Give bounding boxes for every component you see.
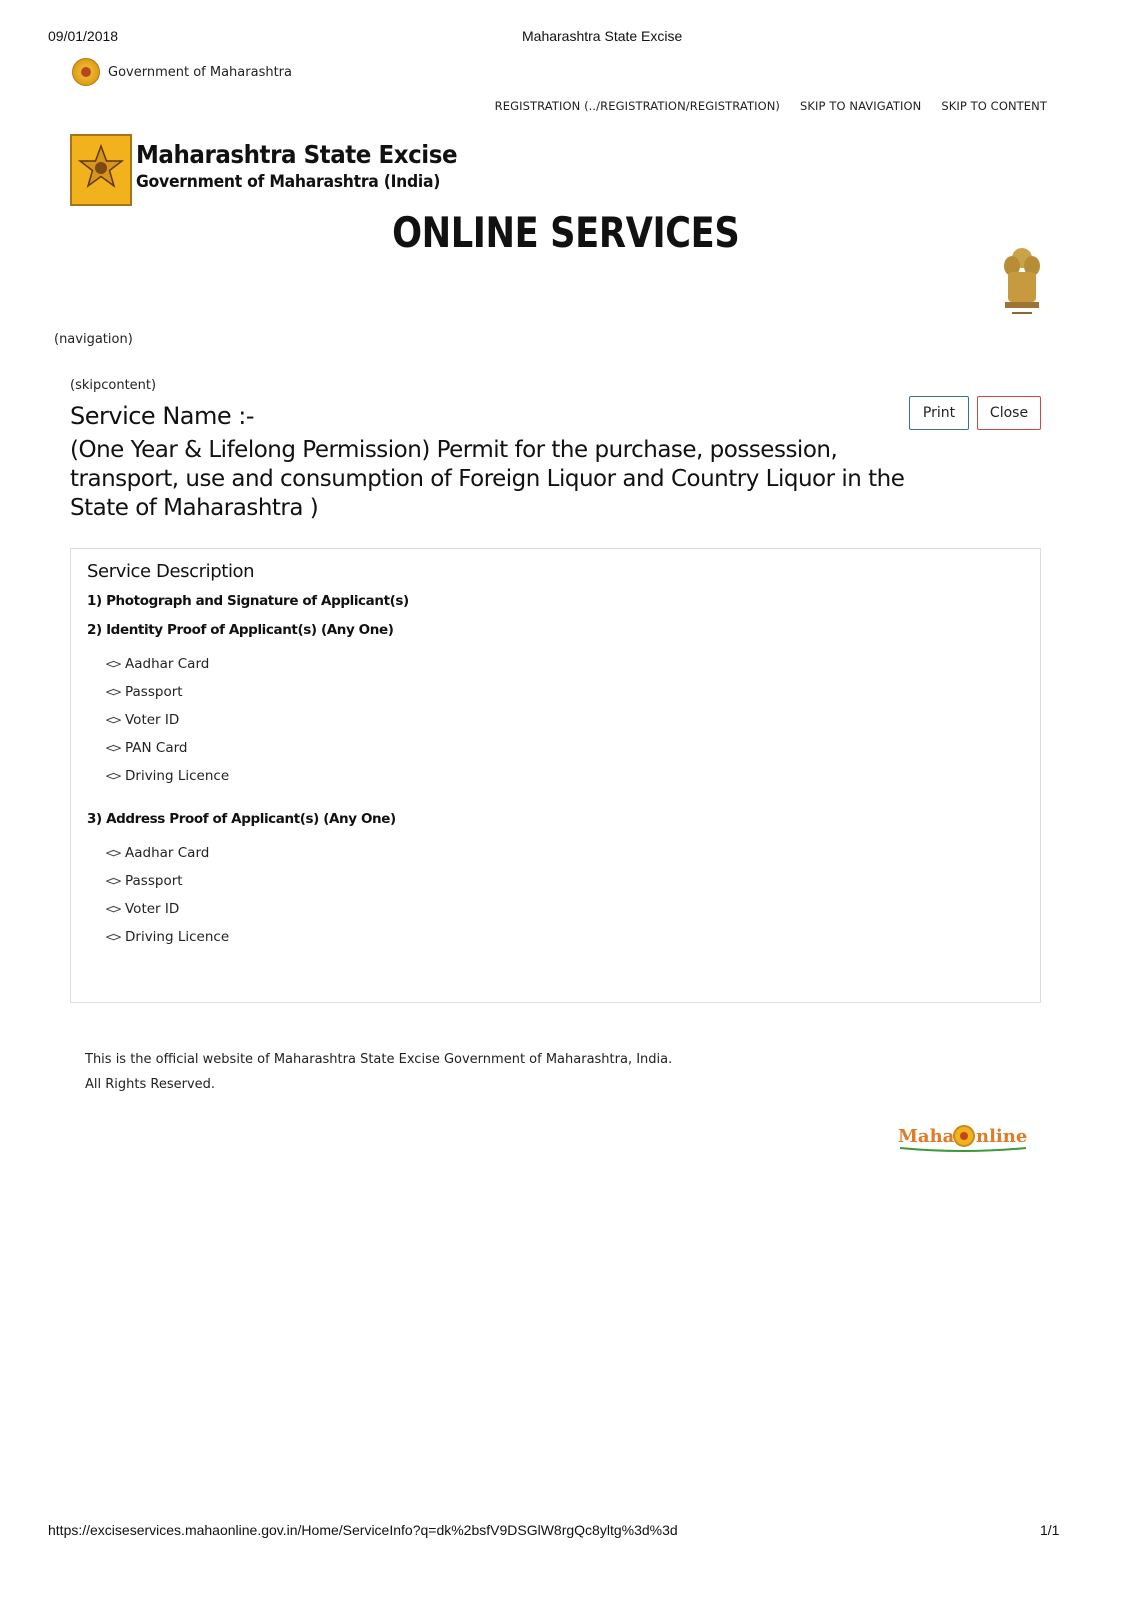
page-heading: [0, 208, 1131, 257]
double-chevron-icon: <>: [105, 846, 120, 860]
print-url: https://exciseservices.mahaonline.gov.in/Home/ServiceInfo?q=dk%2bsfV9DSGlW8rgQc8yltg%3d%3d: [48, 1522, 678, 1538]
service-description-panel: [70, 548, 1041, 1003]
navigation-placeholder: (navigation): [54, 332, 133, 347]
brand-subtitle: Government of Maharashtra (India): [136, 172, 441, 192]
close-button[interactable]: Close: [977, 396, 1041, 430]
gov-banner: [72, 58, 292, 86]
doc-label: Driving Licence: [125, 929, 230, 945]
gov-banner-text: Government of Maharashtra: [108, 64, 292, 80]
doc-label: Driving Licence: [125, 768, 230, 784]
doc-label: Voter ID: [125, 901, 180, 917]
print-title: Maharashtra State Excise: [522, 28, 683, 44]
doc-label: Aadhar Card: [125, 656, 210, 672]
double-chevron-icon: <>: [105, 685, 120, 699]
registration-link[interactable]: REGISTRATION (../REGISTRATION/REGISTRATION): [494, 99, 781, 113]
list-item: [105, 762, 229, 790]
list-item: [105, 867, 229, 895]
identity-doc-list: [105, 650, 229, 790]
footer-rights-text: All Rights Reserved.: [85, 1077, 216, 1092]
doc-label: PAN Card: [125, 740, 188, 756]
list-item: [105, 895, 229, 923]
skipcontent-placeholder: (skipcontent): [70, 378, 157, 393]
print-date: 09/01/2018: [48, 28, 119, 44]
footer-official-text: This is the official website of Maharashtra State Excise Government of Maharashtra, India.: [85, 1052, 673, 1067]
excise-star-logo: [70, 134, 132, 206]
list-item: [105, 923, 229, 951]
double-chevron-icon: <>: [105, 902, 120, 916]
service-name-label: Service Name :-: [70, 402, 255, 430]
list-item: [105, 734, 229, 762]
page-heading-text: ONLINE SERVICES: [391, 208, 740, 257]
top-nav: [495, 99, 1047, 113]
doc-label: Passport: [125, 684, 183, 700]
double-chevron-icon: <>: [105, 713, 120, 727]
list-item: [105, 678, 229, 706]
doc-label: Voter ID: [125, 712, 180, 728]
list-item: [105, 650, 229, 678]
requirement-photo-signature: 1) Photograph and Signature of Applicant(s): [87, 593, 409, 609]
brand-header[interactable]: [70, 134, 485, 206]
svg-text:Maha: Maha: [898, 1126, 955, 1147]
double-chevron-icon: <>: [105, 874, 120, 888]
national-emblem-icon: [1000, 244, 1044, 320]
doc-label: Passport: [125, 873, 183, 889]
service-description-title: Service Description: [87, 561, 255, 582]
double-chevron-icon: <>: [105, 930, 120, 944]
star-emblem-icon: [78, 144, 124, 190]
list-item: [105, 839, 229, 867]
svg-text:nline: nline: [976, 1126, 1028, 1147]
list-item: [105, 706, 229, 734]
double-chevron-icon: <>: [105, 741, 120, 755]
print-page-number: 1/1: [1040, 1522, 1060, 1538]
double-chevron-icon: <>: [105, 657, 120, 671]
footer-note: [85, 1047, 672, 1097]
mahaonline-logo[interactable]: [898, 1120, 1028, 1154]
skip-to-navigation-link[interactable]: SKIP TO NAVIGATION: [800, 99, 922, 113]
print-button[interactable]: Print: [909, 396, 969, 430]
double-chevron-icon: <>: [105, 769, 120, 783]
address-doc-list: [105, 839, 229, 951]
doc-label: Aadhar Card: [125, 845, 210, 861]
service-name: (One Year & Lifelong Permission) Permit for the purchase, possession, transport, use and consumption of Foreign Liquor and Country Liquor in the State of Maharashtra ): [70, 437, 905, 521]
requirement-address-proof: 3) Address Proof of Applicant(s) (Any One): [87, 811, 396, 827]
skip-to-content-link[interactable]: SKIP TO CONTENT: [941, 99, 1047, 113]
maharashtra-seal-icon: [72, 58, 100, 86]
requirement-identity-proof: 2) Identity Proof of Applicant(s) (Any One): [87, 622, 394, 638]
brand-title: Maharashtra State Excise: [136, 140, 458, 169]
